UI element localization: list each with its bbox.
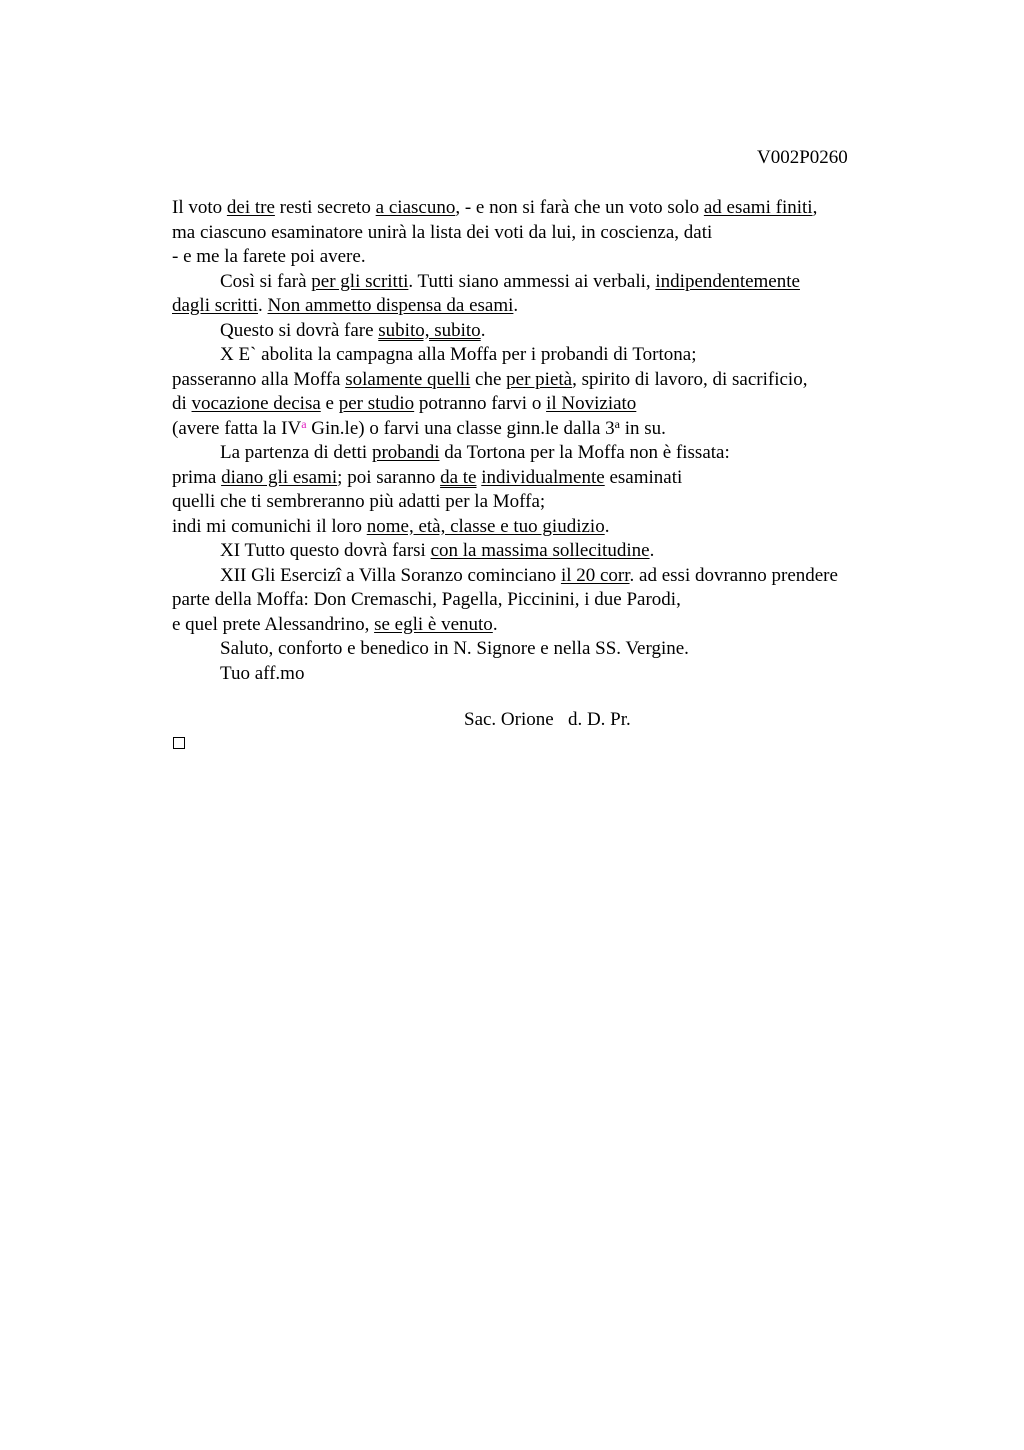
reference-code: V002P0260 bbox=[757, 147, 848, 168]
text-line bbox=[172, 662, 972, 687]
empty-square-icon bbox=[173, 737, 185, 749]
text-segment: Tuo aff.mo bbox=[220, 662, 305, 684]
text-segment: ma ciascuno esaminatore unirà la lista dei voti da lui, in coscienza, dati bbox=[172, 221, 713, 243]
superscript: a bbox=[301, 416, 307, 431]
underlined-text: solamente quelli bbox=[345, 368, 471, 390]
text-segment: . bbox=[513, 295, 519, 316]
text-segment: XII Gli Esercizi bbox=[220, 564, 342, 586]
text-segment: in su. bbox=[620, 417, 666, 439]
text-line bbox=[172, 539, 972, 564]
text-segment: , - e non si farà che un voto solo bbox=[455, 197, 704, 218]
text-segment: XI Tutto questo dovrà farsi bbox=[220, 540, 431, 561]
text-segment: ; poi saranno bbox=[337, 466, 441, 488]
underlined-text: il Noviziato bbox=[546, 393, 637, 414]
underlined-text: Non ammetto dispensa da esami bbox=[267, 295, 514, 316]
text-line bbox=[172, 515, 972, 540]
underlined-text: individualmente bbox=[481, 466, 605, 488]
text-segment: quelli che ti sembreranno più adatti per la Moffa; bbox=[172, 491, 546, 512]
underlined-text: indipendentemente bbox=[655, 270, 800, 292]
text-line bbox=[172, 221, 972, 246]
text-segment: . bbox=[258, 295, 268, 316]
text-line bbox=[172, 368, 972, 393]
underlined-text: probandi bbox=[371, 442, 440, 463]
text-line bbox=[172, 343, 972, 368]
text-line bbox=[172, 637, 972, 662]
text-segment: esaminati bbox=[604, 466, 683, 488]
text-segment: che bbox=[470, 368, 507, 390]
text-line bbox=[172, 196, 972, 221]
text-segment: e bbox=[320, 393, 339, 414]
text-segment: indi mi comunichi il loro bbox=[172, 515, 367, 537]
text-segment: passeranno alla Moffa bbox=[172, 368, 346, 390]
text-line bbox=[172, 613, 972, 638]
signature: Sac. Orione d. D. Pr. bbox=[464, 709, 631, 730]
text-line bbox=[172, 294, 972, 319]
text-segment: potranno farvi o bbox=[414, 393, 547, 414]
letter-body bbox=[172, 196, 972, 686]
text-segment: La partenza di detti bbox=[220, 442, 372, 463]
text-segment: . bbox=[649, 540, 655, 561]
text-segment: e quel prete Alessandrino, bbox=[172, 613, 375, 635]
text-segment: Saluto, conforto e benedico in N. Signore e nella SS. Vergine. bbox=[220, 638, 689, 659]
text-line bbox=[172, 417, 972, 442]
text-segment: da Tortona per la Moffa non è fissata: bbox=[439, 442, 730, 463]
text-segment: resti secreto bbox=[274, 197, 376, 218]
underlined-text: a ciascuno bbox=[375, 197, 456, 218]
text-segment: di bbox=[172, 393, 192, 414]
underlined-text: vocazione decisa bbox=[191, 393, 321, 414]
text-line bbox=[172, 466, 972, 491]
text-line bbox=[172, 588, 972, 613]
underlined-text: nome, età, classe e tuo giudizio bbox=[366, 515, 605, 537]
text-segment: . bbox=[480, 319, 486, 341]
text-line bbox=[172, 441, 972, 466]
text-segment: - e me la farete poi avere. bbox=[172, 246, 366, 267]
underlined-text: per gli scritti bbox=[311, 270, 409, 292]
underlined-text: da te bbox=[440, 466, 477, 488]
underlined-text: subito, subito bbox=[378, 319, 481, 341]
underlined-text: diano gli esami bbox=[221, 466, 338, 488]
underlined-text: se egli è venuto bbox=[374, 613, 493, 635]
text-segment: , bbox=[812, 197, 818, 218]
text-line bbox=[172, 245, 972, 270]
underlined-text: dei tre bbox=[226, 197, 275, 218]
text-segment: , spirito di lavoro, di sacrificio, bbox=[572, 368, 808, 390]
text-segment: Questo si dovrà fare bbox=[220, 319, 379, 341]
text-segment: . bbox=[492, 613, 498, 635]
text-line bbox=[172, 564, 972, 589]
text-segment: Il voto bbox=[172, 197, 227, 218]
text-segment: Gin.le) o farvi una classe ginn.le dalla 3 bbox=[306, 417, 615, 439]
underlined-text: con la massima sollecitudine bbox=[430, 540, 650, 561]
text-segment: . bbox=[604, 515, 610, 537]
text-line bbox=[172, 270, 972, 295]
underlined-text: il 20 corr bbox=[560, 564, 630, 586]
underlined-text: ad esami finiti bbox=[703, 197, 813, 218]
text-segment: prima bbox=[172, 466, 222, 488]
text-line bbox=[172, 490, 972, 515]
text-segment: a Villa Soranzo cominciano bbox=[341, 564, 561, 586]
text-segment: . ad essi dovranno prendere bbox=[629, 564, 838, 586]
underlined-text: per pietà bbox=[506, 368, 573, 390]
underlined-text: per studio bbox=[338, 393, 415, 414]
text-line bbox=[172, 392, 972, 417]
text-segment: (avere fatta la IV bbox=[172, 417, 302, 439]
text-line bbox=[172, 319, 972, 344]
underlined-text: dagli scritti bbox=[172, 295, 259, 316]
text-segment: Così si farà bbox=[220, 270, 312, 292]
text-segment: parte della Moffa: Don Cremaschi, Pagella, Piccinini, i due Parodi, bbox=[172, 589, 681, 610]
superscript: a bbox=[614, 416, 620, 431]
text-segment: X E` abolita la campagna alla Moffa per i probandi di Tortona; bbox=[220, 344, 697, 365]
text-segment: . Tutti siano ammessi ai verbali, bbox=[408, 270, 656, 292]
